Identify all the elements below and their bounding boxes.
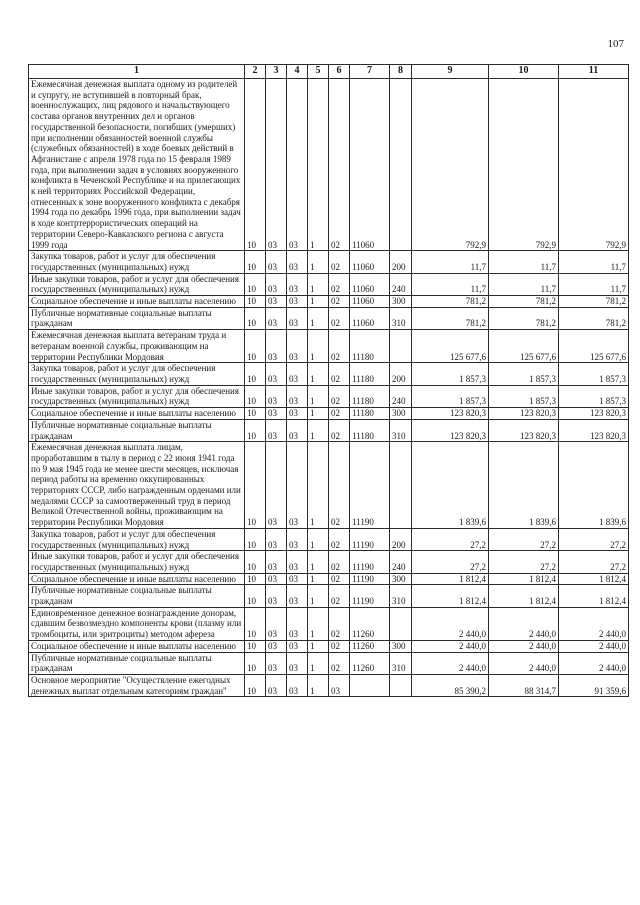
code-cell: 300 [390,296,412,308]
amount-cell: 1 857,3 [559,363,629,385]
row-name-cell: Иные закупки товаров, работ и услуг для обеспечения государственных (муниципальных) нужд [29,551,245,573]
row-name-cell: Ежемесячная денежная выплата ветеранам труда и ветеранам военной службы, проживающим на территории Республики Мордовия [29,330,245,363]
code-cell: 03 [287,296,308,308]
table-row [29,273,629,295]
amount-cell: 91 359,6 [559,674,629,696]
code-cell: 03 [266,296,287,308]
amount-cell: 27,2 [489,551,559,573]
code-cell: 03 [287,419,308,441]
code-cell: 10 [245,573,266,585]
code-cell: 10 [245,640,266,652]
code-cell: 1 [308,551,329,573]
row-name-cell: Основное мероприятие "Осуществление ежегодных денежных выплат отдельным категориям граждан" [29,674,245,696]
code-cell: 10 [245,273,266,295]
amount-cell: 123 820,3 [489,408,559,420]
code-cell: 10 [245,79,266,251]
code-cell: 03 [266,307,287,329]
amount-cell: 125 677,6 [559,330,629,363]
code-cell: 10 [245,551,266,573]
code-cell: 240 [390,273,412,295]
code-cell: 11190 [350,442,390,529]
table-row [29,585,629,607]
code-cell: 200 [390,363,412,385]
code-cell: 02 [329,607,350,640]
code-cell: 02 [329,273,350,295]
amount-cell: 781,2 [489,296,559,308]
table-row [29,573,629,585]
row-name-cell: Ежемесячная денежная выплата одному из родителей и супругу, не вступившей в повторный брак, военнослужащих, лиц рядового и начальствующего состава органов внутренних дел и органов государственной безопасности, погибших (умерших) при исполнении обязанностей военной службы (служебных обязанностей) в ходе боевых действий в Афганистане с апреля 1978 года по 15 февраля 1989 года, при выполнении задач в условиях вооруженного конфликта в Чеченской Республике и на прилегающих к ней территориях Российской Федерации, отнесенных к зоне вооруженного конфликта с декабря 1994 года по декабрь 1996 года, при выполнении задач в ходе контртеррористических операций на территории Северо-Кавказского региона с августа 1999 года [29,79,245,251]
header-cell: 5 [308,65,329,79]
code-cell: 03 [266,385,287,407]
code-cell: 11190 [350,585,390,607]
amount-cell: 123 820,3 [489,419,559,441]
code-cell: 10 [245,585,266,607]
row-name-cell: Закупка товаров, работ и услуг для обеспечения государственных (муниципальных) нужд [29,251,245,273]
code-cell: 03 [287,573,308,585]
code-cell: 1 [308,307,329,329]
table-row [29,408,629,420]
amount-cell: 2 440,0 [559,652,629,674]
code-cell: 03 [266,251,287,273]
code-cell: 03 [266,573,287,585]
amount-cell: 792,9 [559,79,629,251]
row-name-cell: Публичные нормативные социальные выплаты гражданам [29,307,245,329]
code-cell: 1 [308,674,329,696]
code-cell: 300 [390,640,412,652]
table-body [29,79,629,697]
amount-cell: 123 820,3 [559,408,629,420]
code-cell: 10 [245,607,266,640]
code-cell: 11180 [350,408,390,420]
code-cell: 1 [308,573,329,585]
table-row [29,607,629,640]
amount-cell: 27,2 [412,551,489,573]
table-row [29,640,629,652]
code-cell: 11190 [350,573,390,585]
amount-cell: 1 812,4 [489,585,559,607]
code-cell: 240 [390,385,412,407]
code-cell: 1 [308,585,329,607]
code-cell: 1 [308,330,329,363]
code-cell: 03 [287,363,308,385]
row-name-cell: Социальное обеспечение и иные выплаты населению [29,573,245,585]
code-cell: 11180 [350,363,390,385]
code-cell: 1 [308,79,329,251]
code-cell: 02 [329,419,350,441]
amount-cell: 1 812,4 [412,585,489,607]
amount-cell: 2 440,0 [559,607,629,640]
code-cell: 02 [329,307,350,329]
amount-cell: 781,2 [559,307,629,329]
code-cell: 10 [245,330,266,363]
amount-cell: 2 440,0 [412,652,489,674]
code-cell: 10 [245,528,266,550]
row-name-cell: Публичные нормативные социальные выплаты гражданам [29,419,245,441]
code-cell: 310 [390,419,412,441]
code-cell: 200 [390,528,412,550]
code-cell: 11060 [350,273,390,295]
code-cell: 03 [287,528,308,550]
code-cell [390,607,412,640]
code-cell: 03 [266,585,287,607]
amount-cell: 1 812,4 [489,573,559,585]
amount-cell: 792,9 [489,79,559,251]
budget-table [28,64,629,697]
code-cell: 03 [266,79,287,251]
amount-cell: 11,7 [489,251,559,273]
code-cell: 1 [308,251,329,273]
code-cell: 240 [390,551,412,573]
row-name-cell: Социальное обеспечение и иные выплаты населению [29,296,245,308]
code-cell: 03 [266,408,287,420]
amount-cell: 1 857,3 [412,363,489,385]
amount-cell: 2 440,0 [412,640,489,652]
amount-cell: 1 857,3 [412,385,489,407]
amount-cell: 2 440,0 [489,652,559,674]
amount-cell: 11,7 [412,273,489,295]
row-name-cell: Публичные нормативные социальные выплаты гражданам [29,585,245,607]
code-cell: 03 [266,551,287,573]
amount-cell: 11,7 [559,251,629,273]
code-cell: 310 [390,652,412,674]
code-cell: 02 [329,330,350,363]
table-row [29,652,629,674]
amount-cell: 1 812,4 [559,585,629,607]
amount-cell: 27,2 [559,528,629,550]
code-cell: 03 [266,652,287,674]
amount-cell: 27,2 [559,551,629,573]
code-cell: 11180 [350,419,390,441]
amount-cell: 11,7 [559,273,629,295]
amount-cell: 792,9 [412,79,489,251]
code-cell [390,442,412,529]
code-cell: 10 [245,419,266,441]
header-cell: 7 [350,65,390,79]
code-cell: 02 [329,251,350,273]
code-cell: 10 [245,652,266,674]
code-cell: 03 [329,674,350,696]
amount-cell: 1 839,6 [412,442,489,529]
code-cell: 310 [390,307,412,329]
amount-cell: 1 839,6 [489,442,559,529]
code-cell: 03 [266,363,287,385]
amount-cell: 11,7 [412,251,489,273]
amount-cell: 781,2 [489,307,559,329]
code-cell: 02 [329,296,350,308]
amount-cell: 2 440,0 [489,640,559,652]
row-name-cell: Ежемесячная денежная выплата лицам, проработавшим в тылу в период с 22 июня 1941 года по 9 мая 1945 года не менее шести месяцев, исключая период работы на временно оккупированных территориях СССР, либо награжденным орденами или медалями СССР за самоотверженный труд в период Великой Отечественной войны, проживающим на территории Республики Мордовия [29,442,245,529]
header-cell: 1 [29,65,245,79]
code-cell: 02 [329,363,350,385]
code-cell: 03 [287,607,308,640]
code-cell [390,79,412,251]
table-row [29,419,629,441]
code-cell: 02 [329,442,350,529]
code-cell: 02 [329,385,350,407]
code-cell: 310 [390,585,412,607]
code-cell: 02 [329,551,350,573]
code-cell: 11060 [350,307,390,329]
code-cell: 10 [245,307,266,329]
page-number: 107 [607,38,624,50]
amount-cell: 1 812,4 [559,573,629,585]
row-name-cell: Иные закупки товаров, работ и услуг для обеспечения государственных (муниципальных) нужд [29,385,245,407]
code-cell: 03 [266,607,287,640]
amount-cell: 2 440,0 [489,607,559,640]
code-cell: 02 [329,528,350,550]
table-row [29,296,629,308]
code-cell: 10 [245,251,266,273]
table-row [29,251,629,273]
table-row [29,363,629,385]
amount-cell: 27,2 [412,528,489,550]
amount-cell: 781,2 [412,296,489,308]
header-cell: 6 [329,65,350,79]
header-cell: 4 [287,65,308,79]
code-cell: 1 [308,607,329,640]
table-row [29,330,629,363]
amount-cell: 1 857,3 [489,385,559,407]
header-row [29,65,629,79]
code-cell: 11060 [350,79,390,251]
code-cell: 03 [266,528,287,550]
code-cell: 1 [308,419,329,441]
amount-cell: 2 440,0 [412,607,489,640]
code-cell: 1 [308,273,329,295]
code-cell: 1 [308,363,329,385]
code-cell: 10 [245,363,266,385]
code-cell: 02 [329,640,350,652]
code-cell: 10 [245,442,266,529]
code-cell: 11190 [350,528,390,550]
table-row [29,307,629,329]
amount-cell: 88 314,7 [489,674,559,696]
header-cell: 2 [245,65,266,79]
code-cell: 03 [266,640,287,652]
amount-cell: 11,7 [489,273,559,295]
code-cell: 03 [287,385,308,407]
code-cell: 11180 [350,330,390,363]
code-cell: 11060 [350,296,390,308]
code-cell: 03 [287,330,308,363]
row-name-cell: Единовременное денежное вознаграждение донорам, сдавшим безвозмездно компоненты крови (плазму или тромбоциты, или эритроциты) методом афереза [29,607,245,640]
code-cell: 03 [266,442,287,529]
amount-cell: 1 839,6 [559,442,629,529]
header-cell: 8 [390,65,412,79]
amount-cell: 123 820,3 [412,419,489,441]
row-name-cell: Иные закупки товаров, работ и услуг для обеспечения государственных (муниципальных) нужд [29,273,245,295]
amount-cell: 1 857,3 [489,363,559,385]
header-cell: 9 [412,65,489,79]
row-name-cell: Социальное обеспечение и иные выплаты населению [29,408,245,420]
code-cell: 10 [245,296,266,308]
code-cell: 300 [390,408,412,420]
table-row [29,551,629,573]
code-cell: 300 [390,573,412,585]
code-cell: 03 [287,652,308,674]
code-cell: 11060 [350,251,390,273]
table-row [29,79,629,251]
code-cell: 1 [308,408,329,420]
code-cell: 02 [329,79,350,251]
code-cell: 10 [245,674,266,696]
header-cell: 11 [559,65,629,79]
row-name-cell: Социальное обеспечение и иные выплаты населению [29,640,245,652]
amount-cell: 125 677,6 [489,330,559,363]
code-cell: 02 [329,408,350,420]
code-cell: 1 [308,640,329,652]
code-cell: 03 [287,251,308,273]
table-row [29,385,629,407]
row-name-cell: Закупка товаров, работ и услуг для обеспечения государственных (муниципальных) нужд [29,528,245,550]
code-cell: 02 [329,585,350,607]
code-cell: 03 [287,307,308,329]
header-cell: 10 [489,65,559,79]
code-cell: 03 [266,330,287,363]
code-cell: 03 [266,273,287,295]
code-cell: 1 [308,442,329,529]
header-cell: 3 [266,65,287,79]
code-cell [390,674,412,696]
amount-cell: 123 820,3 [559,419,629,441]
amount-cell: 27,2 [489,528,559,550]
code-cell: 200 [390,251,412,273]
amount-cell: 1 812,4 [412,573,489,585]
amount-cell: 85 390,2 [412,674,489,696]
amount-cell: 781,2 [412,307,489,329]
code-cell: 11180 [350,385,390,407]
code-cell: 03 [287,79,308,251]
code-cell: 10 [245,385,266,407]
row-name-cell: Закупка товаров, работ и услуг для обеспечения государственных (муниципальных) нужд [29,363,245,385]
code-cell: 11260 [350,640,390,652]
amount-cell: 781,2 [559,296,629,308]
code-cell [350,674,390,696]
table-row [29,442,629,529]
code-cell: 03 [287,640,308,652]
amount-cell: 123 820,3 [412,408,489,420]
table-row [29,674,629,696]
code-cell: 11260 [350,607,390,640]
code-cell: 03 [287,551,308,573]
table-row [29,528,629,550]
amount-cell: 1 857,3 [559,385,629,407]
code-cell: 03 [266,674,287,696]
row-name-cell: Публичные нормативные социальные выплаты гражданам [29,652,245,674]
code-cell: 1 [308,385,329,407]
code-cell: 03 [287,585,308,607]
code-cell: 03 [287,273,308,295]
code-cell: 10 [245,408,266,420]
code-cell: 03 [266,419,287,441]
code-cell: 02 [329,573,350,585]
code-cell: 1 [308,528,329,550]
amount-cell: 2 440,0 [559,640,629,652]
code-cell: 03 [287,408,308,420]
code-cell: 11190 [350,551,390,573]
code-cell: 1 [308,296,329,308]
code-cell: 11260 [350,652,390,674]
code-cell [390,330,412,363]
code-cell: 02 [329,652,350,674]
code-cell: 03 [287,674,308,696]
code-cell: 03 [287,442,308,529]
amount-cell: 125 677,6 [412,330,489,363]
code-cell: 1 [308,652,329,674]
